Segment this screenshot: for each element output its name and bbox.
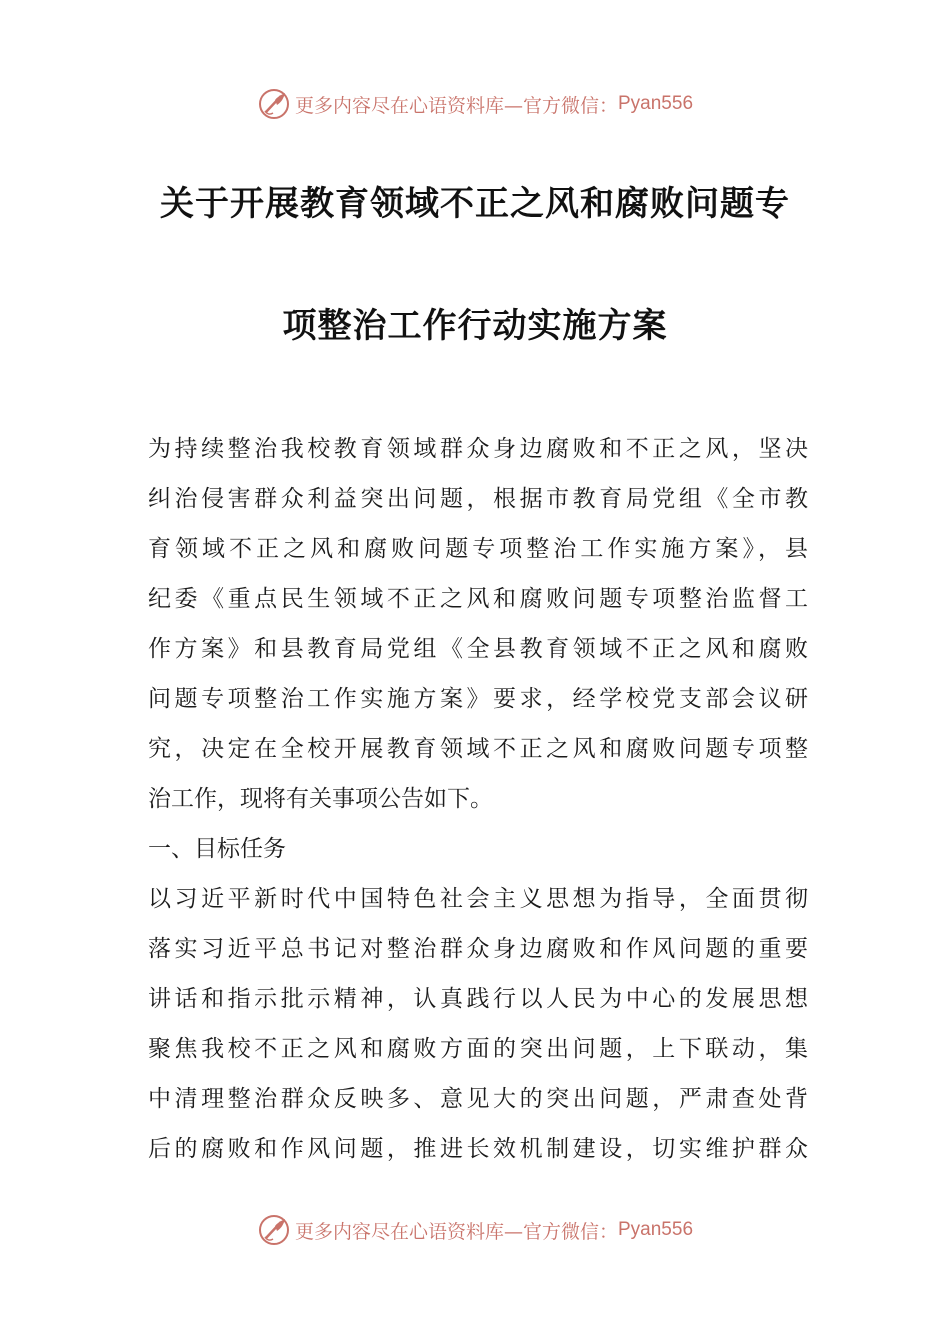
quill-logo-icon <box>257 1213 291 1247</box>
document-title-line-2: 项整治工作行动实施方案 <box>282 306 668 346</box>
document-title-line-1: 关于开展教育领域不正之风和腐败问题专 <box>160 184 790 224</box>
body-text-line: 聚焦我校不正之风和腐败方面的突出问题，上下联动，集 <box>148 1036 808 1062</box>
watermark-wechat-label: 官方微信： <box>522 94 618 117</box>
body-text-line: 问题专项整治工作实施方案》要求，经学校党支部会议研 <box>148 686 808 712</box>
watermark-wechat-label: 官方微信： <box>522 1220 618 1243</box>
watermark-text: 更多内容尽在心语资料库— <box>294 1220 523 1243</box>
body-text-line: 落实习近平总书记对整治群众身边腐败和作风问题的重要 <box>148 936 808 962</box>
body-text-line: 为持续整治我校教育领域群众身边腐败和不正之风，坚决 <box>148 436 808 462</box>
watermark-wechat-id: Pyan556 <box>618 1219 694 1240</box>
body-text-line: 究，决定在全校开展教育领域不正之风和腐败问题专项整 <box>148 736 808 762</box>
watermark-footer <box>0 1210 950 1250</box>
watermark-text: 更多内容尽在心语资料库— <box>294 94 523 117</box>
body-text-line: 治工作，现将有关事项公告如下。 <box>148 786 493 812</box>
watermark-header <box>0 84 950 124</box>
body-text-line: 讲话和指示批示精神，认真践行以人民为中心的发展思想 <box>148 986 808 1012</box>
body-text-line: 纠治侵害群众利益突出问题，根据市教育局党组《全市教 <box>148 486 808 512</box>
body-text-line: 后的腐败和作风问题，推进长效机制建设，切实维护群众 <box>148 1136 808 1162</box>
watermark-wechat-id: Pyan556 <box>618 93 694 114</box>
body-text-line: 以习近平新时代中国特色社会主义思想为指导，全面贯彻 <box>148 886 808 912</box>
body-text-line: 作方案》和县教育局党组《全县教育领域不正之风和腐败 <box>148 636 808 662</box>
body-text-line: 中清理整治群众反映多、意见大的突出问题，严肃查处背 <box>148 1086 808 1112</box>
body-text-line: 育领域不正之风和腐败问题专项整治工作实施方案》，县 <box>148 536 808 562</box>
quill-logo-icon <box>257 87 291 121</box>
body-text-line: 纪委《重点民生领域不正之风和腐败问题专项整治监督工 <box>148 586 808 612</box>
section-heading: 一、目标任务 <box>148 836 286 862</box>
